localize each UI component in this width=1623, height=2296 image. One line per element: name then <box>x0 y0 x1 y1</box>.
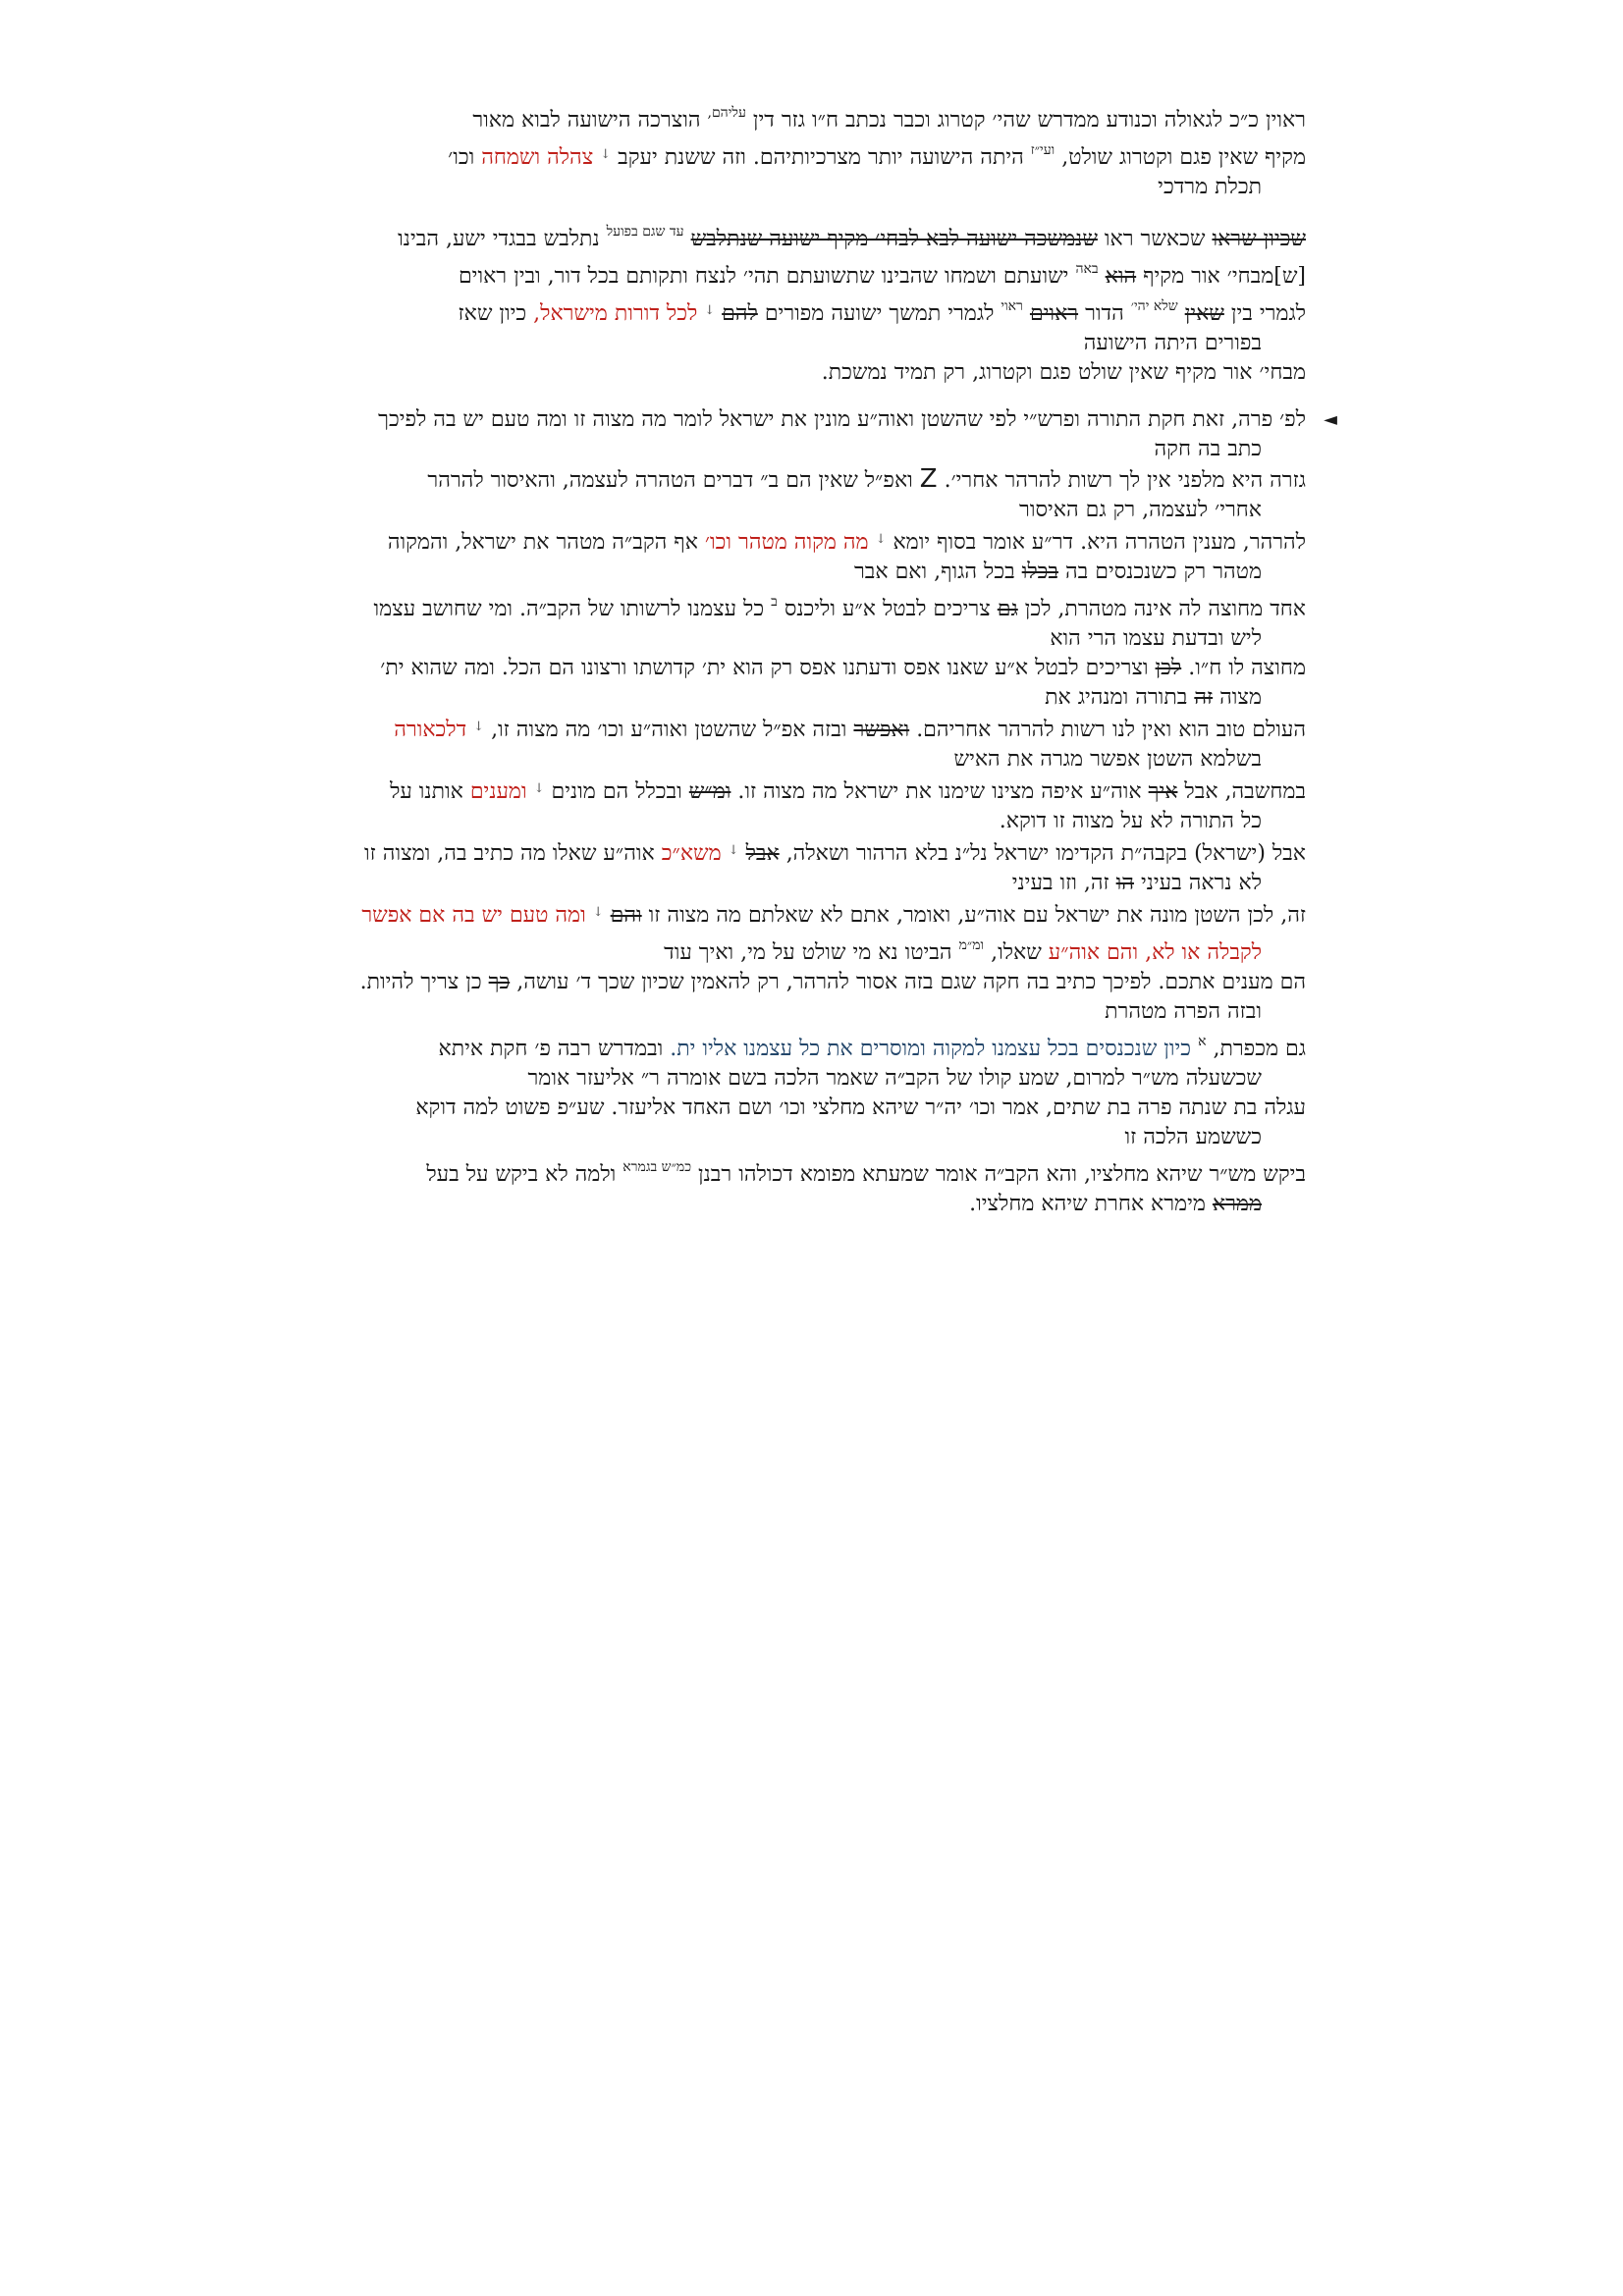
insertion: ראוי <box>1001 298 1023 314</box>
highlighted-text: לקבלה או לא, והם אוה״ע <box>1048 940 1262 965</box>
text: נתלבש בבגדי ישע, הבינו <box>398 227 600 251</box>
text: הביטו נא מי שולט על מי, ואיך עוד <box>664 940 952 965</box>
line-continuation <box>324 931 1306 968</box>
line-continuation <box>324 173 1306 202</box>
insertion: שלא יהי׳ <box>1130 298 1178 314</box>
line-continuation <box>324 997 1306 1027</box>
highlighted-text: משא״כ <box>661 841 722 866</box>
text: אבל (ישראל) בקבה״ת הקדימו ישראל נל״נ בלא הרהור ושאלה, <box>785 841 1306 866</box>
line-continuation <box>324 869 1306 898</box>
insert-arrow-icon: ↓ <box>875 532 887 547</box>
line <box>324 217 1306 254</box>
deleted-text: שכיון שראו <box>1212 227 1306 251</box>
paragraph-3 <box>324 405 1337 1219</box>
text: ובזה אפ״ל שהשטן ואוה״ע וכו׳ מה מצוה זו, <box>491 718 847 742</box>
text: אוה״ע איפה מצינו שימנו את ישראל מה מצוה זו. <box>737 779 1142 804</box>
line <box>324 898 1306 931</box>
line-continuation <box>324 745 1306 774</box>
deleted-text: להם <box>722 301 758 326</box>
insert-arrow-icon: ↓ <box>728 843 739 858</box>
line <box>324 358 1306 388</box>
line-continuation <box>324 496 1306 525</box>
text: העולם טוב הוא ואין לנו רשות להרהר אחריהם. <box>916 718 1306 742</box>
text: ואפ״ל שאין הם ב״ דברים הטהרה לעצמה, והאיסור להרהר <box>427 468 913 493</box>
deleted-text: בכלו <box>1021 560 1058 584</box>
text: במחשבה, אבל <box>1184 779 1306 804</box>
text: כששמע הלכה זו <box>1124 1125 1262 1149</box>
text: ולמה לא ביקש על בעל <box>426 1162 617 1187</box>
text: מקיף שאין פגם וקטרוג שולט, <box>1061 145 1306 170</box>
text: מבחי׳ אור מקיף שאין שולט פגם וקטרוג, רק תמיד נמשכת. <box>821 360 1306 385</box>
highlighted-text: ומה טעם יש בה אם אפשר <box>361 903 586 928</box>
manuscript-page <box>324 98 1337 1219</box>
deleted-text: אבל <box>745 841 780 866</box>
insert-arrow-icon: ↓ <box>704 303 716 318</box>
line <box>324 1152 1306 1190</box>
line <box>324 1027 1306 1064</box>
text: וכו׳ <box>448 145 475 170</box>
insert-arrow-icon: ↓ <box>473 720 485 734</box>
text: בשלמא השטן אפשר מגרה את האיש <box>953 747 1262 772</box>
text: ליש ובדעת עצמו הרי הוא <box>1050 626 1262 651</box>
text: תכלת מרדכי <box>1158 175 1262 199</box>
text: כל התורה לא על מצוה זו דוקא. <box>999 809 1262 833</box>
line <box>324 713 1306 745</box>
deleted-text: שאין <box>1184 301 1224 326</box>
line <box>324 836 1306 869</box>
highlighted-text: מה מקוה מטהר וכו׳ <box>704 530 869 555</box>
line <box>324 774 1306 807</box>
insertion: כמ״ש בגמרא <box>622 1159 692 1175</box>
blue-text: כיון שנכנסים בכל עצמנו למקוה ומוסרים את כל עצמנו אליו ית. <box>670 1037 1192 1061</box>
text: ובזה הפרה מטהרת <box>1105 999 1262 1024</box>
deleted-text: לכן <box>1155 656 1182 680</box>
text: לגמרי בין <box>1230 301 1306 326</box>
text: ישועתם ושמחו שהבינו שתשועתם תהי׳ לנצח ותקותם בכל דור, ובין ראוים <box>458 264 1069 289</box>
text: כן צריך להיות. <box>359 970 482 994</box>
text: הם מענים אתכם. לפיכך כתיב בה חקה שגם בזה אסור להרהר, רק להאמין שכיון שכך ד׳ עושה, <box>516 970 1306 994</box>
line <box>324 525 1306 558</box>
line <box>324 292 1306 329</box>
highlighted-text: לכל דורות מישראל, <box>533 301 698 326</box>
deleted-text: והם <box>610 903 642 928</box>
deleted-text: כך <box>488 970 511 994</box>
line <box>324 464 1306 496</box>
deleted-text: הו <box>1115 871 1134 895</box>
deleted-text: ואפשר <box>853 718 910 742</box>
insertion: עליהם, <box>707 105 746 121</box>
text: שאלו, <box>991 940 1042 965</box>
line <box>324 98 1306 135</box>
line-continuation <box>324 329 1306 358</box>
text: הדור <box>1085 301 1124 326</box>
paragraph-1 <box>324 98 1306 202</box>
deleted-text: ראוים <box>1029 301 1079 326</box>
text: בתורה ומנהיג את <box>1045 685 1188 710</box>
deleted-text: איך <box>1148 779 1178 804</box>
text: מצוה <box>1219 685 1262 710</box>
text: הוצרכה הישועה לבוא מאור <box>472 108 701 133</box>
paragraph-2 <box>324 217 1306 388</box>
line <box>324 1094 1306 1123</box>
highlighted-text: צהלה ושמחה <box>481 145 594 170</box>
insert-arrow-icon: ↓ <box>533 781 545 796</box>
line-continuation <box>324 1123 1306 1152</box>
text: אחרי׳ לעצמה, רק גם האיסור <box>1019 498 1262 522</box>
line-continuation <box>324 624 1306 654</box>
text: וצריכים לבטל א״ע שאנו אפס ודעתנו אפס רק הוא ית׳ קדושתו ורצונו הם הכל. ומה שהוא ית׳ <box>380 656 1149 680</box>
text: גזרה היא מלפני אין לך רשות להרהר אחרי׳. <box>944 468 1306 493</box>
deleted-text: ומ״ש <box>688 779 731 804</box>
line-continuation <box>324 1064 1306 1094</box>
text: היתה הישועה יותר מצרכיותיהם. וזה ששנת יעקב <box>618 145 1024 170</box>
text: ובכלל הם מונים <box>551 779 682 804</box>
text: כל עצמנו לרשותו של הקב״ה. ומי שחושב עצמו <box>373 597 765 621</box>
deleted-text: ממרא <box>1212 1192 1262 1216</box>
line <box>324 654 1306 683</box>
z-mark: Z <box>919 464 938 494</box>
text: שכאשר ראו <box>1104 227 1206 251</box>
text: ראוין כ״כ לגאולה וכנודע ממדרש שהי׳ קטרוג וכבר נכתב ח״ו גזר דין <box>752 108 1306 133</box>
text: אותנו על <box>390 779 463 804</box>
insertion: א <box>1198 1034 1207 1049</box>
text: בכל הגוף, ואם אבר <box>853 560 1015 584</box>
text: כיון שאז <box>458 301 527 326</box>
text: להרהר, מענין הטהרה היא. דר״ע אומר בסוף יומא <box>893 530 1306 555</box>
text: לא נראה בעיני <box>1140 871 1262 895</box>
text: גם מכפרת, <box>1213 1037 1306 1061</box>
text: כתב בה חקה <box>1154 437 1262 461</box>
bullet-triangle-icon: ◄ <box>1324 409 1337 430</box>
line-continuation <box>324 807 1306 836</box>
deleted-text: זה <box>1194 685 1214 710</box>
text: צריכים לבטל א״ע וליכנס <box>784 597 991 621</box>
text: מימרא אחרת שיהא מחלציו. <box>969 1192 1206 1216</box>
deleted-text: הוא <box>1105 264 1137 289</box>
text: שכשעלה מש״ר למרום, שמע קולו של הקב״ה שאמר הלכה בשם אומרה ר״ אליעזר אומר <box>527 1066 1262 1091</box>
text: אוה״ע שאלו מה כתיב בה, ומצוה זו <box>364 841 655 866</box>
insert-arrow-icon: ↓ <box>600 147 612 162</box>
text: אף הקב״ה מטהר את ישראל, והמקוה <box>387 530 698 555</box>
text: ביקש מש״ר שיהא מחלציו, והא הקב״ה אומר שמעתא מפומא דכולהו רבנן <box>698 1162 1306 1187</box>
insertion: ומ״מ <box>958 937 985 953</box>
text: מטהר רק כשנכנסים בה <box>1064 560 1262 584</box>
insertion: עד שגם בפועל <box>606 224 684 240</box>
line <box>324 405 1337 435</box>
insertion: ועי״ז <box>1030 142 1055 158</box>
line-continuation <box>324 683 1306 713</box>
insertion: באה <box>1075 261 1099 277</box>
text: עגלה בת שנתה פרה בת שתים, אמר וכו׳ יה״ר שיהא מחלצי וכו׳ ושם האחד אליעזר. שע״פ פשוט למה דוקא <box>415 1095 1306 1120</box>
line-continuation <box>324 435 1306 464</box>
text: זה, לכן השטן מונה את ישראל עם אוה״ע, ואומר, אתם לא שאלתם מה מצוה זו <box>648 903 1306 928</box>
line <box>324 135 1306 173</box>
highlighted-text: דלכאורה <box>394 718 467 742</box>
text: [ש]מבחי׳ אור מקיף <box>1143 264 1306 289</box>
deleted-text: שנמשכה ישועה לבא לבחי׳ מקיף ישועה שנתלבש <box>690 227 1098 251</box>
text: אחד מחוצה לה אינה מטהרת, לכן <box>1024 597 1306 621</box>
line <box>324 968 1306 997</box>
line <box>324 587 1306 624</box>
insert-arrow-icon: ↓ <box>592 905 604 920</box>
line-continuation <box>324 558 1306 587</box>
deleted-text: גם <box>997 597 1018 621</box>
insertion: ב <box>771 594 778 610</box>
text: ובמדרש רבה פ׳ חקת איתא <box>438 1037 664 1061</box>
text: לפ׳ פרה, זאת חקת התורה ופרש״י לפי שהשטן ואוה״ע מונין את ישראל לומר מה מצוה זו ומה טעם יש בה לפיכך <box>378 407 1306 432</box>
text: לגמרי תמשך ישועה מפורים <box>764 301 995 326</box>
text: בפורים היתה הישועה <box>1083 331 1262 355</box>
line <box>324 254 1306 292</box>
line-continuation <box>324 1190 1306 1219</box>
text: מחוצה לו ח״ו. <box>1188 656 1306 680</box>
text: זה, וזו בעיני <box>1011 871 1109 895</box>
highlighted-text: ומענים <box>469 779 527 804</box>
